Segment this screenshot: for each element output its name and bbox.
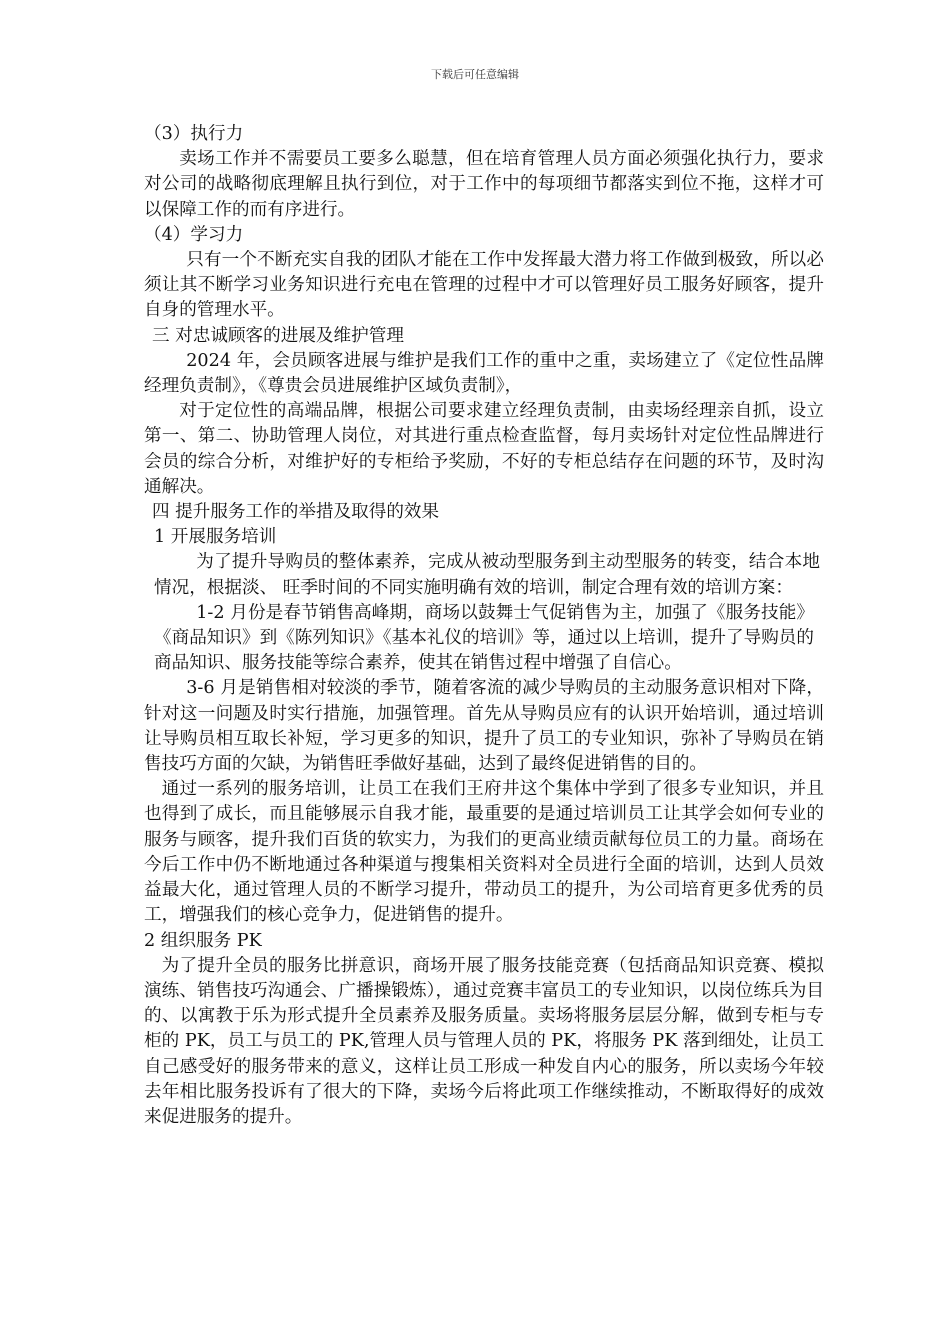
paragraph-jan-feb: 1-2 月份是春节销售高峰期，商场以鼓舞士气促销售为主，加强了《服务技能》《商品知识》到《陈列知识》《基本礼仪的培训》等，通过以上培训，提升了导购员的商品知识、服务技能等综合素养，使其在销售过程中增强了自信心。	[154, 602, 814, 674]
paragraph-training: 为了提升导购员的整体素养，完成从被动型服务到主动型服务的转变，结合本地情况，根据淡、 旺季时间的不同实施明确有效的培训，制定合理有效的培训方案：	[154, 552, 820, 598]
paragraph-2024: 2024 年，会员顾客进展与维护是我们工作的重中之重，卖场建立了《定位性品牌经理负责制》，《尊贵会员进展维护区域负责制》，	[144, 350, 824, 397]
heading-service-training: 1 开展服务培训	[154, 527, 277, 548]
paragraph-execution: 卖场工作并不需要员工要多么聪慧，但在培育管理人员方面必须强化执行力，要求对公司的战略彻底理解且执行到位，对于工作中的每项细节都落实到位不拖，这样才可以保障工作的而有序进行。	[144, 149, 824, 220]
heading-execution: （3）执行力	[144, 124, 244, 144]
paragraph-brand: 对于定位性的高端品牌，根据公司要求建立经理负责制，由卖场经理亲自抓，设立第一、第二、协助管理人岗位，对其进行重点检查监督，每月卖场针对定位性品牌进行会员的综合分析，对维护好的专柜给予奖励，不好的专柜总结存在问题的环节，及时沟通解决。	[144, 401, 824, 497]
heading-learning: （4）学习力	[144, 224, 244, 245]
paragraph-service-pk: 为了提升全员的服务比拼意识，商场开展了服务技能竞赛（包括商品知识竞赛、模拟演练、销售技巧沟通会、广播操锻炼），通过竞赛丰富员工的专业知识，以岗位练兵为目的、以寓教于乐为形式提升全员素养及服务质量。卖场将服务层层分解，做到专柜与专柜的 PK，员工与员工的 PK,管理人员与管理人员的 PK，将服务 PK 落到细处，让员工自己感受好的服务带来的意义，这样让员工形成一种发自内心的服务，所以卖场今年较去年相比服务投诉有了很大的下降，卖场今后将此项工作继续推动，不断取得好的成效来促进服务的提升。	[144, 955, 824, 1127]
document-body	[144, 122, 824, 1130]
heading-section-three: 三 对忠诚顾客的进展及维护管理	[152, 325, 404, 346]
paragraph-mar-jun: 3-6 月是销售相对较淡的季节，随着客流的减少导购员的主动服务意识相对下降，针对这一问题及时实行措施，加强管理。首先从导购员应有的认识开始培训，通过培训让导购员相互取长补短，学习更多的知识，提升了员工的专业知识，弥补了导购员在销售技巧方面的欠缺，为销售旺季做好基础，达到了最终促进销售的目的。	[144, 678, 824, 775]
heading-section-four: 四 提升服务工作的举措及取得的效果	[152, 502, 440, 523]
heading-service-pk: 2 组织服务 PK	[144, 930, 262, 951]
paragraph-learning: 只有一个不断充实自我的团队才能在工作中发挥最大潜力将工作做到极致，所以必须让其不断学习业务知识进行充电在管理的过程中才可以管理好员工服务好顾客，提升自身的管理水平。	[144, 250, 824, 321]
page-header: 下载后可任意编辑	[431, 68, 519, 81]
paragraph-series-training: 通过一系列的服务培训，让员工在我们王府井这个集体中学到了很多专业知识，并且也得到了成长，而且能够展示自我才能，最重要的是通过培训员工让其学会如何专业的服务与顾客，提升我们百货的软实力，为我们的更高业绩贡献每位员工的力量。商场在今后工作中仍不断地通过各种渠道与搜集相关资料对全员进行全面的培训，达到人员效益最大化，通过管理人员的不断学习提升，带动员工的提升，为公司培育更多优秀的员工，增强我们的核心竞争力，促进销售的提升。	[144, 779, 824, 926]
